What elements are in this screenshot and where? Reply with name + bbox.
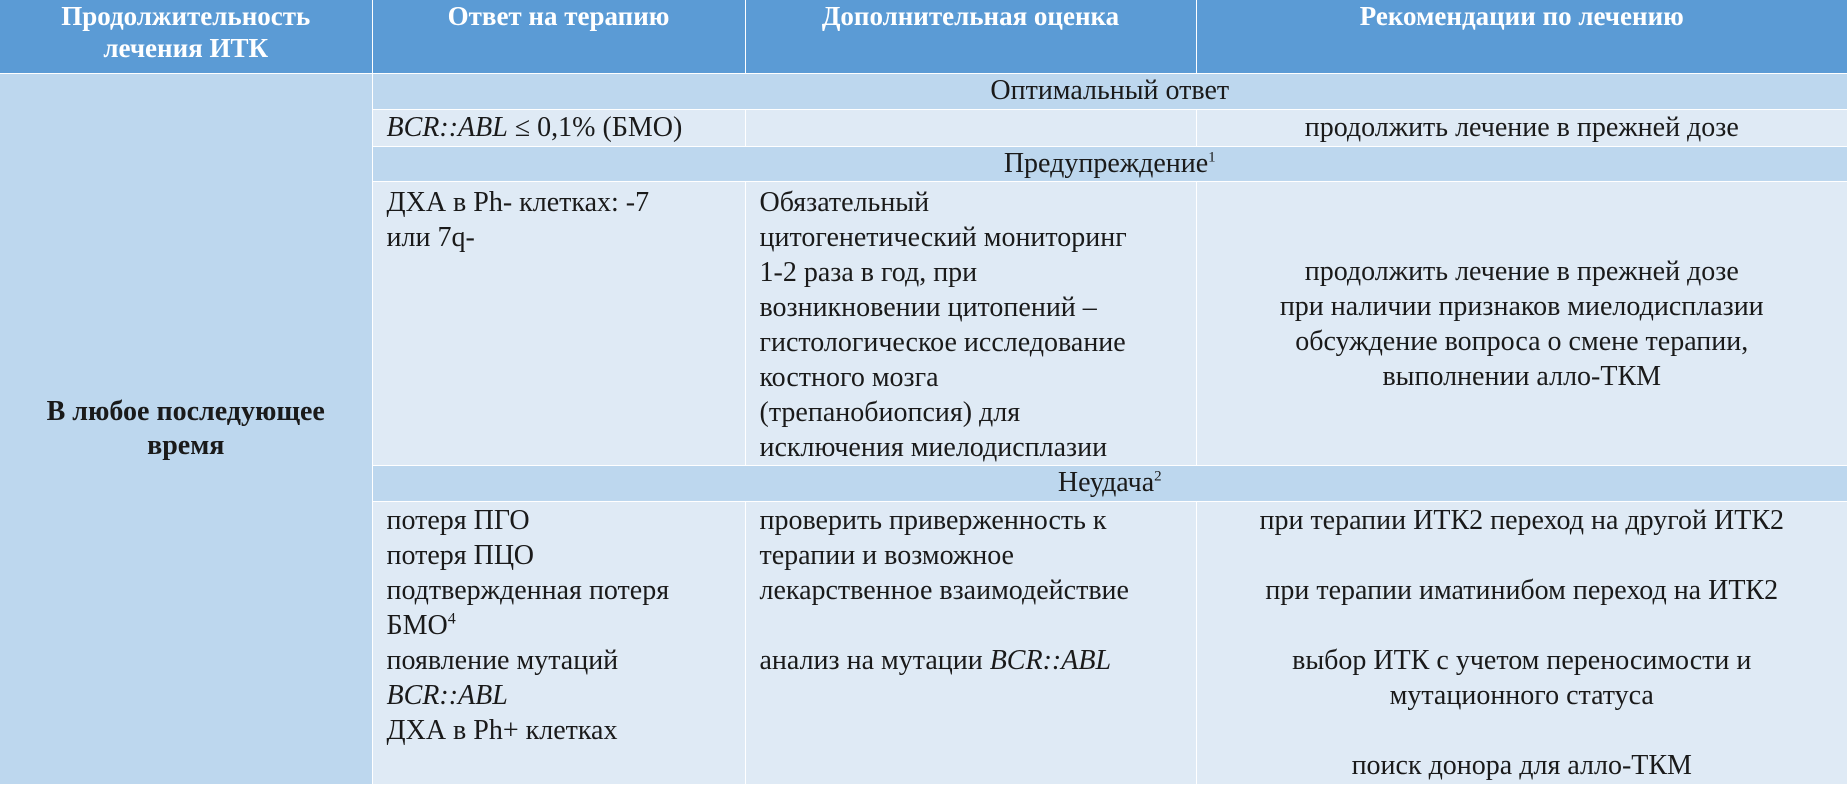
section-title-optimal: Оптимальный ответ — [372, 74, 1847, 110]
warning-response: ДХА в Ph- клетках: -7 или 7q- — [372, 182, 745, 466]
header-assessment: Дополнительная оценка — [745, 0, 1196, 74]
header-row — [0, 0, 1847, 74]
header-response: Ответ на терапию — [372, 0, 745, 74]
section-optimal-row — [0, 74, 1847, 110]
section-title-failure: Неудача$^2$ — [372, 466, 1847, 502]
header-recommendations: Рекомендации по лечению — [1196, 0, 1847, 74]
optimal-recommendation: продолжить лечение в прежней дозе — [1196, 110, 1847, 147]
duration-cell: В любое последующее время — [0, 74, 372, 785]
section-title-warning: Предупреждение$^1$ — [372, 147, 1847, 182]
failure-assessment: проверить приверженность к терапии и возможное лекарственное взаимодействие анализ на мутации BCR::ABL — [745, 502, 1196, 785]
header-duration: Продолжительность лечения ИТК — [0, 0, 372, 74]
optimal-response: BCR::ABL ≤ 0,1% (БМО) — [372, 110, 745, 147]
failure-response: потеря ПГО потеря ПЦО подтвержденная потеря БМО$^4$ появление мутаций BCR::ABL ДХА в Ph+ клетках — [372, 502, 745, 785]
warning-assessment: Обязательный цитогенетический мониторинг 1-2 раза в год, при возникновении цитопений – гистологическое исследование костного мозга (трепанобиопсия) для исключения миелодисплазии — [745, 182, 1196, 466]
optimal-assessment — [745, 110, 1196, 147]
warning-recommendation: продолжить лечение в прежней дозе при наличии признаков миелодисплазии обсуждение вопроса о смене терапии, выполнении алло-ТКМ — [1196, 182, 1847, 466]
failure-recommendation: при терапии ИТК2 переход на другой ИТК2 при терапии иматинибом переход на ИТК2 выбор ИТК с учетом переносимости и мутационного статуса поиск донора для алло-ТКМ — [1196, 502, 1847, 785]
